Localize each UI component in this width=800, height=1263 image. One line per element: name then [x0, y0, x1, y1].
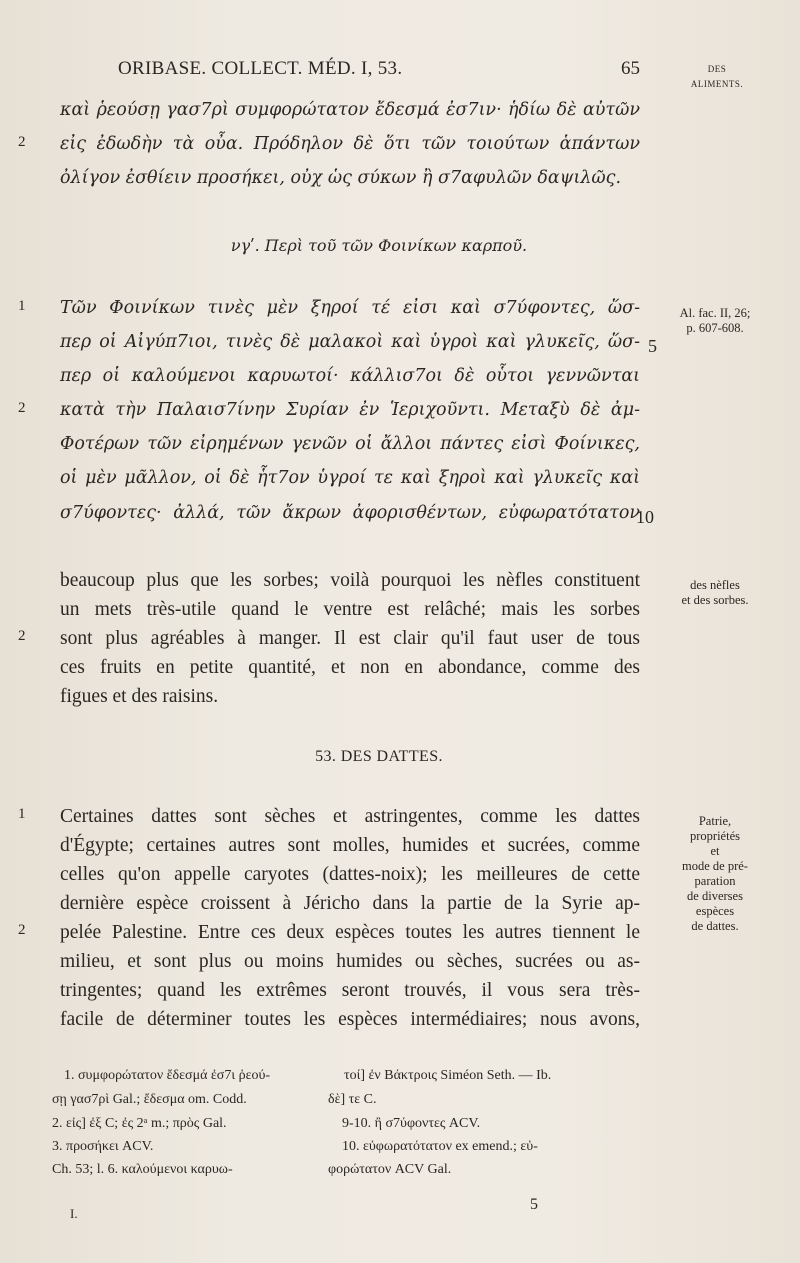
greek-top-line: καὶ ῥεούσῃ γασ7ρὶ συμφορώτατον ἔδεσμά ἐσ7ιν· ἡδίω δὲ αὐτῶν [60, 100, 640, 120]
footnote-left: 3. προσήκει ACV. [52, 1139, 154, 1154]
footnote-left: σῃ γασ7ρὶ Gal.; ἔδεσμα om. Codd. [52, 1092, 247, 1107]
running-header [118, 58, 640, 92]
french-top-line: 2 sont plus agréables à manger. Il est clair qu'il faut user de tous [18, 628, 640, 649]
footnote-right: 9-10. ἢ σ7ύφοντες ACV. [342, 1116, 481, 1131]
french-chapter-heading: 53. DES DATTES. [315, 748, 443, 765]
french-main-line: celles qu'on appelle caryotes (dattes-noix); les meilleures de cette [60, 864, 640, 885]
footnote-right: δὲ] τε C. [328, 1092, 377, 1107]
footnote-left: Ch. 53; l. 6. καλούμενοι καρυω- [52, 1162, 233, 1177]
french-main-line: 2 pelée Palestine. Entre ces deux espèces toutes les autres tiennent le [18, 922, 640, 943]
french-top-line: un mets très-utile quand le ventre est relâché; mais les sorbes [60, 599, 640, 620]
french-top-line: beaucoup plus que les sorbes; voilà pourquoi les nèfles constituent [60, 570, 640, 591]
french-main-line: dernière espèce croissent à Jéricho dans la partie de la Syrie ap- [60, 893, 640, 914]
greek-top-line: 2 εἰς ἐδωδὴν τὰ οὖα. Πρόδηλον δὲ ὅτι τῶν τοιούτων ἁπάντων [18, 134, 640, 154]
french-main-line: 1 Certaines dattes sont sèches et astringentes, comme les dattes [18, 806, 640, 827]
french-main-line: tringentes; quand les extrêmes seront trouvés, il vous sera très- [60, 980, 640, 1001]
signature-mark: I. [70, 1206, 78, 1221]
greek-top-line: ὀλίγον ἐσθίειν προσήκει, οὐχ ὡς σύκων ἢ σ7αφυλῶν δαψιλῶς. [60, 168, 622, 188]
sheet-number: 5 [530, 1196, 538, 1213]
greek-chapter-heading: νγʹ. Περὶ τοῦ τῶν Φοινίκων καρποῦ. [230, 236, 528, 255]
french-main-line: facile de déterminer toutes les espèces intermédiaires; nous avons, [60, 1009, 640, 1030]
margin-note-nefles: des nèfles et des sorbes. [681, 578, 749, 607]
footnote-left: 1. συμφορώτατον ἔδεσμά ἐσ7ι ῥεού- [64, 1068, 271, 1083]
side-title-line-1: DES [707, 64, 727, 74]
footnote-right: φορώτατον ACV Gal. [328, 1162, 452, 1177]
greek-main-line: περ οἱ καλούμενοι καρυωτοί· κάλλισ7οι δὲ οὗτοι γεννῶνται [60, 366, 640, 386]
footnote-right: 10. εὐφωρατότατον ex emend.; εὐ- [342, 1139, 538, 1154]
french-main-line: milieu, et sont plus ou moins humides ou sèches, sucrées ou as- [60, 951, 640, 972]
greek-main-line: 1 Τῶν Φοινίκων τινὲς μὲν ξηροί τέ εἰσι καὶ σ7ύφοντες, ὥσ- [18, 298, 640, 318]
line-number-10: 10 [636, 507, 654, 527]
french-top-line: ces fruits en petite quantité, et non en abondance, comme des [60, 657, 640, 678]
greek-main-line: οἱ μὲν μᾶλλον, οἱ δὲ ἧτ7ον ὑγροί τε καὶ ξηροὶ καὶ γλυκεῖς καὶ [60, 468, 640, 488]
running-title: ORIBASE. COLLECT. MÉD. I, 53. [118, 58, 403, 79]
greek-main-line: Φοτέρων τῶν εἰρημένων γενῶν οἱ ἄλλοι πάντες εἰσὶ Φοίνικες, [60, 434, 640, 454]
french-top-line: figues et des raisins. [60, 686, 219, 707]
side-header [676, 62, 758, 92]
greek-main-line: σ7ύφοντες· ἀλλά, τῶν ἄκρων ἀφορισθέντων, εὐφωρατότατον [60, 503, 640, 523]
side-title-line-2: ALIMENTS. [690, 79, 744, 89]
margin-note-dattes: Patrie, propriétés et mode de pré- paration de diverses espèces de dattes. [682, 814, 748, 933]
greek-main-line: 2 κατὰ τὴν Παλαισ7ίνην Συρίαν ἐν Ἱεριχοῦντι. Μεταξὺ δὲ ἀμ- [18, 400, 640, 420]
page-number: 65 [621, 58, 640, 79]
french-main-line: d'Égypte; certaines autres sont molles, humides et sucrées, comme [60, 835, 640, 856]
line-number-5: 5 [648, 336, 657, 356]
footnote-left: 2. εἰς] ἐξ C; ἐς 2ᵃ m.; πρὸς Gal. [52, 1116, 227, 1131]
margin-note-galen: Al. fac. II, 26; p. 607-608. [679, 306, 751, 335]
footnote-right: τοί] ἐν Βάκτροις Siméon Seth. — Ib. [344, 1068, 552, 1083]
greek-main-line: περ οἱ Αἰγύπ7ιοι, τινὲς δὲ μαλακοὶ καὶ ὑγροὶ καὶ γλυκεῖς, ὥσ- [60, 332, 640, 352]
